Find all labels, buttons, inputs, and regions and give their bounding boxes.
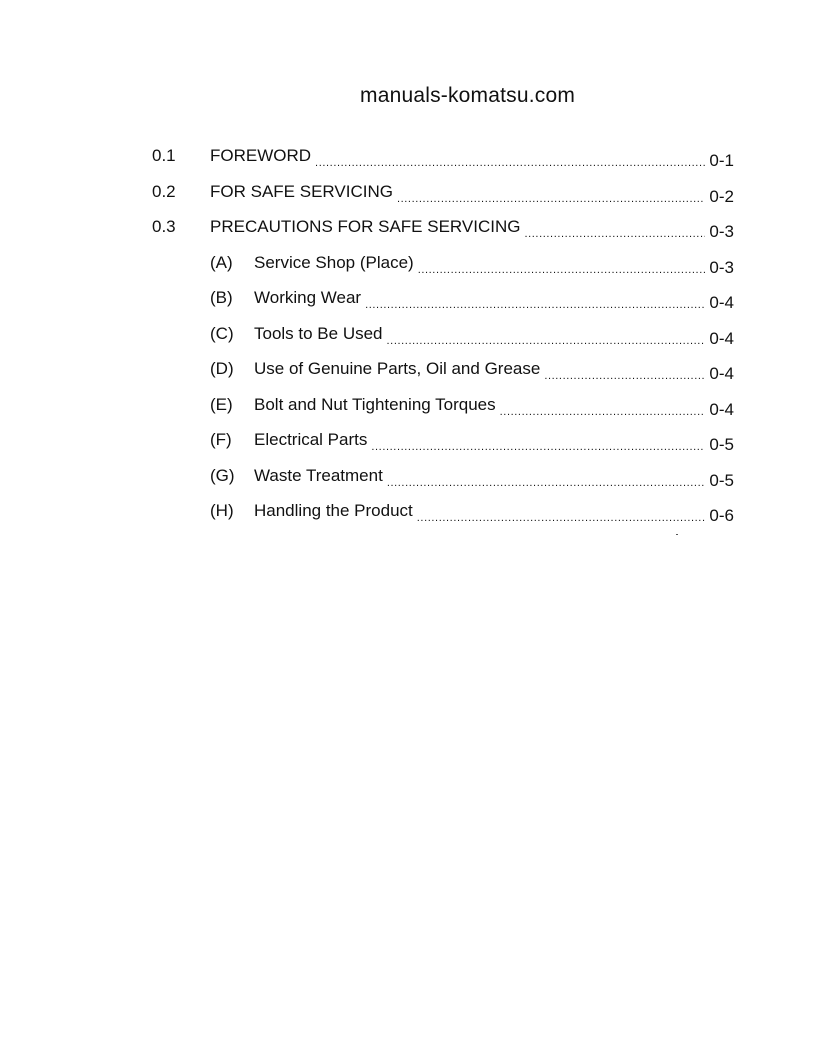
toc-entry-foreword[interactable] [152,144,734,180]
toc-title: FOR SAFE SERVICING [210,181,393,201]
dot-leader [418,258,706,282]
dot-leader [500,400,706,424]
toc-subentry-b[interactable] [152,286,734,322]
toc-number: 0.1 [152,146,176,165]
toc-page-number: 0-3 [709,257,734,277]
toc-entry-for-safe-servicing[interactable] [152,180,734,216]
toc-subentry-h[interactable] [152,499,734,535]
toc-letter: (E) [210,394,233,414]
toc-page-number: 0-4 [709,328,734,348]
toc-subentry-f[interactable] [152,428,734,464]
dot-leader [371,435,705,459]
toc-subentry-c[interactable] [152,322,734,358]
toc-title: Electrical Parts [254,430,368,449]
toc-title: PRECAUTIONS FOR SAFE SERVICING [210,217,521,236]
toc-letter: (H) [210,501,234,520]
table-of-contents [152,144,734,535]
toc-page-number: 0-4 [709,364,734,383]
toc-page-number: 0-4 [709,399,734,419]
toc-letter: (C) [210,323,234,343]
toc-entry-precautions[interactable] [152,215,734,251]
toc-letter: (F) [210,430,232,449]
toc-number: 0.3 [152,217,176,236]
toc-title: Handling the Product [254,501,413,520]
toc-title: Tools to Be Used [254,323,383,343]
toc-subentry-d[interactable] [152,357,734,393]
toc-title: Working Wear [254,288,362,307]
toc-subentry-g[interactable] [152,464,734,500]
toc-title: Service Shop (Place) [254,252,414,272]
toc-subentry-a[interactable] [152,251,734,287]
toc-page-number: 0-6 [709,506,734,525]
toc-number: 0.2 [152,181,176,201]
toc-title: Waste Treatment [254,465,383,485]
toc-page-number: 0-2 [709,186,734,206]
toc-page-number: 0-1 [709,151,734,170]
dot-leader [524,222,705,246]
toc-letter: (G) [210,465,235,485]
toc-subentry-e[interactable] [152,393,734,429]
toc-letter: (D) [210,359,234,378]
dot-leader [397,187,705,211]
toc-page-number: 0-4 [709,293,734,312]
toc-page-number: 0-3 [709,222,734,241]
toc-title: Bolt and Nut Tightening Torques [254,394,496,414]
toc-title: FOREWORD [210,146,312,165]
scan-speck [676,534,678,535]
dot-leader [387,471,706,495]
dot-leader [417,506,706,530]
dot-leader [315,151,705,175]
toc-letter: (B) [210,288,233,307]
toc-page-number: 0-5 [709,435,734,454]
toc-letter: (A) [210,252,233,272]
dot-leader [365,293,705,317]
dot-leader [544,364,705,388]
toc-title: Use of Genuine Parts, Oil and Grease [254,359,541,378]
dot-leader [387,329,706,353]
toc-page-number: 0-5 [709,470,734,490]
site-header: manuals-komatsu.com [360,84,576,107]
